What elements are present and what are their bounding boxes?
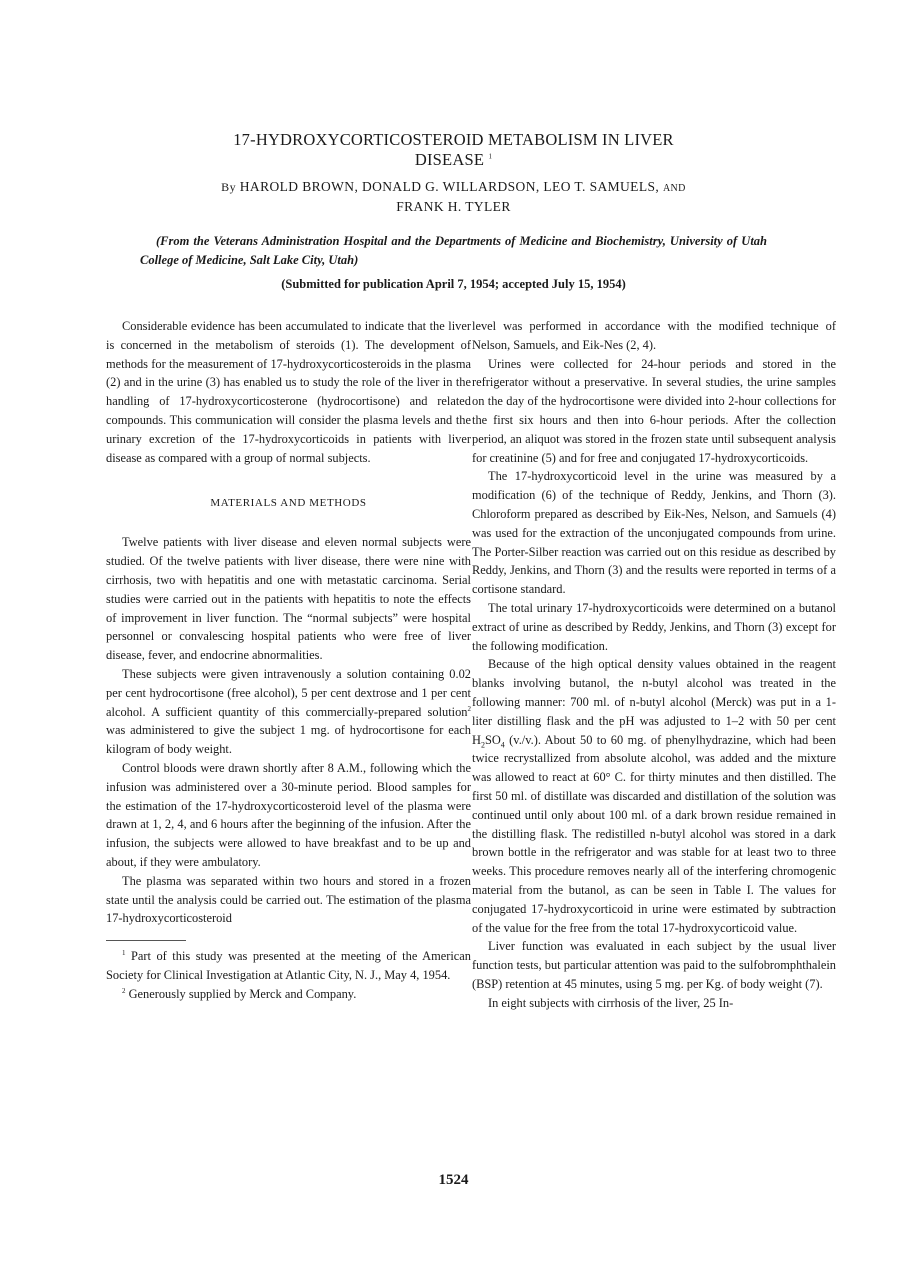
- right-column: [472, 317, 836, 1012]
- author-list: [120, 178, 787, 216]
- author-names-1: HAROLD BROWN, DONALD G. WILLARDSON, LEO T. SAMUELS,: [239, 179, 660, 194]
- article-title: [120, 130, 787, 170]
- affiliation: (From the Veterans Administration Hospital and the Departments of Medicine and Biochemistry, University of Utah College of Medicine, Salt Lake City, Utah): [140, 234, 767, 267]
- title-line-1: 17-HYDROXYCORTICOSTEROID METABOLISM IN LIVER: [233, 130, 674, 149]
- introduction-paragraph: Considerable evidence has been accumulated to indicate that the liver is concerned in the metabolism of steroids (1). The development of methods for the measurement of 17-hydroxycorticosteroids in the plasma (2) and in the urine (3) has enabled us to study the role of the liver in the handling of 17-hydroxycorticosterone (hydrocortisone) and related compounds. This communication will consider the plasma levels and the urinary excretion of the 17-hydroxycorticoids in patients with liver disease as compared with a group of normal subjects.: [106, 319, 471, 465]
- body-paragraph: level was performed in accordance with the modified technique of Nelson, Samuels, and Eik-Nes (2, 4).: [472, 319, 836, 352]
- left-column: [106, 317, 471, 1004]
- author-names-2: FRANK H. TYLER: [396, 199, 511, 214]
- author-and: AND: [662, 183, 686, 194]
- footnote: $^2$ Generously supplied by Merck and Company.: [122, 986, 357, 1001]
- page-number: 1524: [438, 1172, 469, 1188]
- body-paragraph: In eight subjects with cirrhosis of the liver, 25 In-: [488, 995, 734, 1010]
- title-line-2: DISEASE: [414, 150, 485, 169]
- body-paragraph: Twelve patients with liver disease and eleven normal subjects were studied. Of the twelve patients with liver disease, there were nine with cirrhosis, two with hepatitis and one with metastatic carcinoma. Serial studies were carried out in the patients with hepatitis to note the effects of improvement in liver function. The “normal subjects” were hospital personnel or convalescing hospital patients who were free of liver disease, fever, and endocrine abnormalities.: [106, 535, 471, 663]
- body-paragraph: These subjects were given intravenously a solution containing 0.02 per cent hydrocortisone (free alcohol), 5 per cent dextrose and 1 per cent alcohol. A sufficient quantity of this commercially-prepared solution$^2$ was administered to give the subject 1 mg. of hydrocortisone for each kilogram of body weight.: [106, 666, 471, 757]
- footnote: $^1$ Part of this study was presented at the meeting of the American Society for Clinical Investigation at Atlantic City, N. J., May 4, 1954.: [106, 948, 471, 982]
- submission-dates: (Submitted for publication April 7, 1954; accepted July 15, 1954): [281, 277, 626, 291]
- body-paragraph: Because of the high optical density values obtained in the reagent blanks involving butanol, the n-butyl alcohol was treated in the following manner: 700 ml. of n-butyl alcohol (Merck) was put in a 1-liter distilling flask and the pH was adjusted to 1–2 with 50 per cent $H_2SO_4$ (v./v.). About 50 to 60 mg. of phenylhydrazine, which had been twice recrystallized from absolute alcohol, was added and the mixture was allowed to react at 60° C. for thirty minutes and then distilled. The first 50 ml. of distillate was discarded and distillation of the solution was continued until only about 100 ml. of a dark brown residue remained in the distilling flask. The redistilled n-butyl alcohol was stored in a dark brown bottle in the refrigerator and was stable for at least two to three weeks. This procedure removes nearly all of the interfering chromogenic material from the butanol, as can be seen in Table I. The values for conjugated 17-hydroxycorticoid in urine were estimated by subtraction of the value for the free from the total 17-hydroxycorticoid value.: [472, 657, 836, 935]
- body-paragraph: Liver function was evaluated in each subject by the usual liver function tests, but particular attention was paid to the sulfobromphthalein (BSP) retention at 45 minutes, using 5 mg. per Kg. of body weight (7).: [472, 939, 836, 991]
- footnote-divider: [106, 940, 186, 941]
- body-paragraph: Control bloods were drawn shortly after 8 A.M., following which the infusion was administered over a 30-minute period. Blood samples for the estimation of the 17-hydroxycorticosteroid level of the plasma were drawn at 1, 2, 4, and 6 hours after the beginning of the infusion. After the infusion, the subjects were allowed to have breakfast and to be up and about, if they were ambulatory.: [106, 760, 471, 869]
- title-footnote-marker: 1: [488, 152, 493, 161]
- body-paragraph: The 17-hydroxycorticoid level in the urine was measured by a modification (6) of the technique of Reddy, Jenkins, and Thorn (3). Chloroform prepared as described by Eik-Nes, Nelson, and Samuels (4) was used for the extraction of the unconjugated compounds from urine. The Porter-Silber reaction was carried out on this residue as described by Reddy, Jenkins, and Thorn (3) and the results were reported in terms of a cortisone standard.: [472, 469, 836, 597]
- body-paragraph: Urines were collected for 24-hour periods and stored in the refrigerator without a preservative. In several studies, the urine samples on the day of the hydrocortisone were divided into 2-hour collections for the first six hours and then into 6-hour periods. After the collection period, an aliquot was stored in the frozen state until subsequent analysis for creatinine (5) and for free and conjugated 17-hydroxycorticoids.: [472, 356, 836, 465]
- body-paragraph: The plasma was separated within two hours and stored in a frozen state until the analysis could be carried out. The estimation of the plasma 17-hydroxycorticosteroid: [106, 873, 471, 926]
- section-heading: MATERIALS AND METHODS: [210, 497, 367, 510]
- author-by: By: [221, 180, 236, 194]
- footnotes: [106, 947, 471, 1003]
- body-paragraph: The total urinary 17-hydroxycorticoids were determined on a butanol extract of urine as described by Reddy, Jenkins, and Thorn (3) except for the following modification.: [472, 600, 836, 653]
- footnote-marker: 2: [467, 704, 471, 713]
